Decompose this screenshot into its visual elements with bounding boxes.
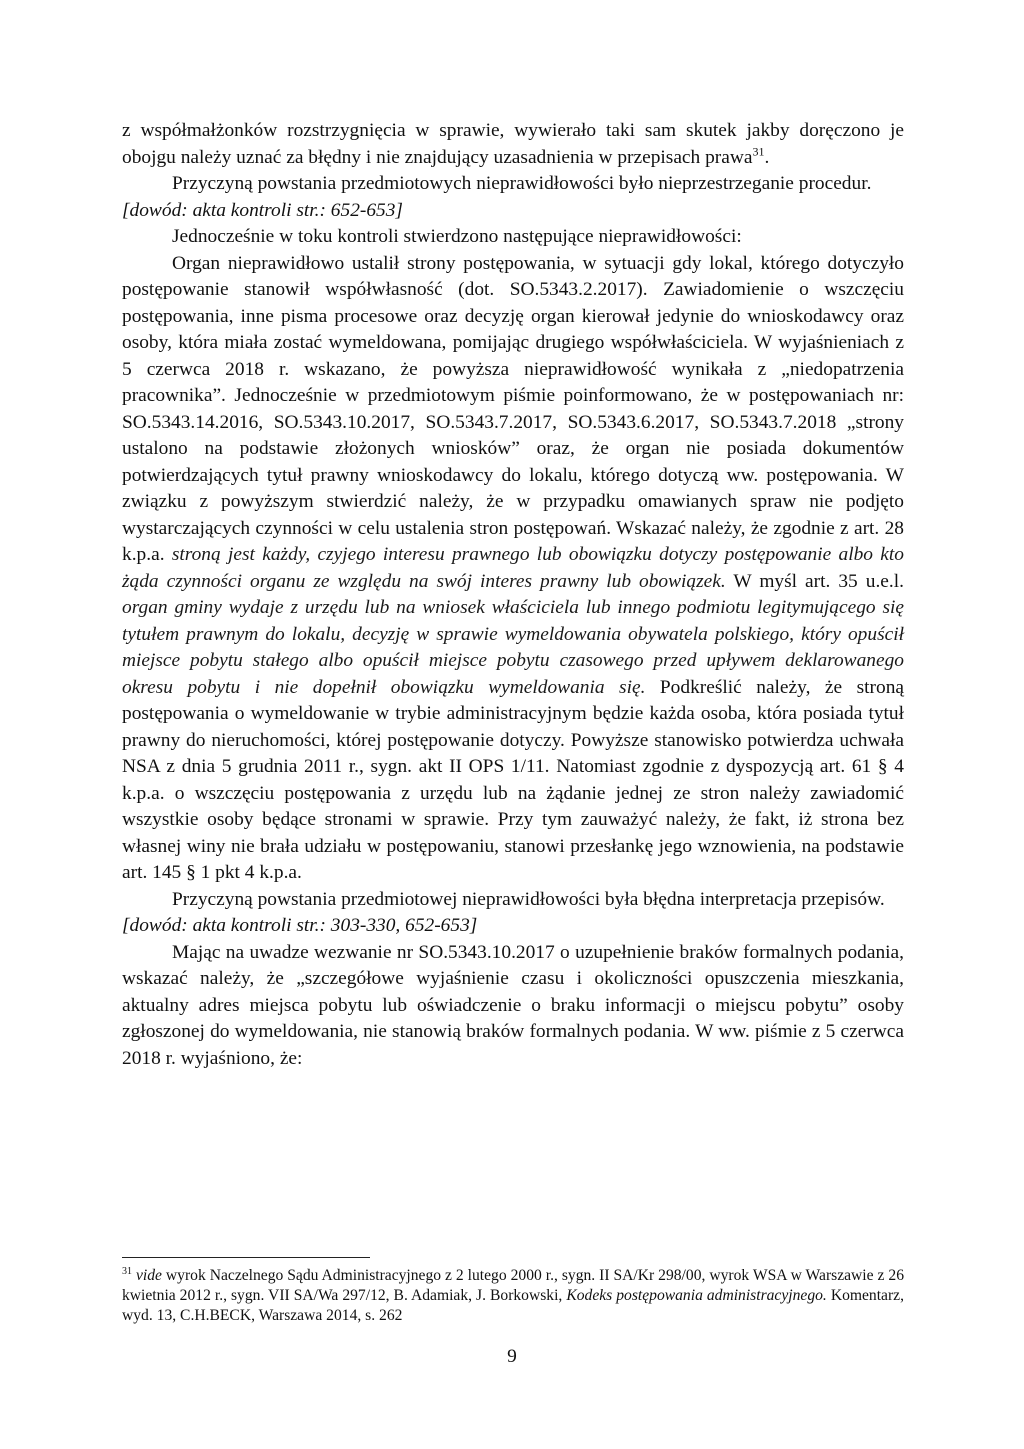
paragraph-findings-intro: Jednocześnie w toku kontroli stwierdzono następujące nieprawidłowości: bbox=[172, 226, 742, 247]
footnote-separator bbox=[122, 1257, 370, 1258]
quote-art-35: organ gminy wydaje z urzędu lub na wniosek właściciela lub innego podmiotu legitymującego się tytułem prawnym do lokalu, decyzję w sprawie wymeldowania obywatela polskiego, który opuścił miejsce pobytu stałego albo opuścił miejsce pobytu czasowego przed upływem deklarowanego okresu pobytu i nie dopełnił obowiązku wymeldowania się. bbox=[122, 597, 904, 698]
footnote-number: 31 bbox=[122, 1265, 132, 1277]
book-title: Kodeks postępowania administracyjnego. bbox=[566, 1286, 827, 1304]
footnote: $^{31}$ vide wyrok Naczelnego Sądu Administracyjnego z 2 lutego 2000 r., sygn. II SA/Kr 298/00, wyrok WSA w Warszawie z 26 kwietnia 2012 r., sygn. VII SA/Wa 297/12, B. Adamiak, J. Borkowski, Kodeks postępowania administracyjnego. Komentarz, wyd. 13, C.H.BECK, Warszawa 2014, s. 262 bbox=[122, 1265, 904, 1324]
footnote-reference[interactable]: 31 bbox=[752, 144, 765, 159]
page-body bbox=[122, 118, 904, 1072]
evidence-reference-2: [dowód: akta kontroli str.: 303-330, 652-653] bbox=[122, 915, 478, 936]
paragraph-1: z współmałżonków rozstrzygnięcia w sprawie, wywierało taki sam skutek jakby doręczono je obojgu należy uznać za błędny i nie znajdujący uzasadnienia w przepisach prawa$^{31}$. bbox=[122, 120, 904, 168]
page-number: 9 bbox=[507, 1346, 517, 1367]
quote-art-28: stroną jest każdy, czyjego interesu prawnego lub obowiązku dotyczy postępowanie albo kto żąda czynności organu ze względu na swój interes prawny lub obowiązek. bbox=[122, 544, 904, 592]
paragraph-findings-main: Organ nieprawidłowo ustalił strony postępowania, w sytuacji gdy lokal, którego dotyczyło postępowanie stanowił współwłasność (dot. SO.5343.2.2017). Zawiadomienie o wszczęciu postępowania, inne pisma procesowe oraz decyzję organ kierował jedynie do wnioskodawcy oraz osoby, która miała zostać wymeldowana, pomijając drugiego współwłaściciela. W wyjaśnieniach z 5 czerwca 2018 r. wskazano, że powyższa nieprawidłowość wynikała z „niedopatrzenia pracownika”. Jednocześnie w przedmiotowym piśmie poinformowano, że w postępowaniach nr: SO.5343.14.2016, SO.5343.10.2017, SO.5343.7.2017, SO.5343.6.2017, SO.5343.7.2018 „strony ustalono na podstawie złożonych wniosków” oraz, że organ nie posiada dokumentów potwierdzających tytuł prawny wnioskodawcy do lokalu, którego dotyczą ww. postępowania. W związku z powyższym stwierdzić należy, że w przypadku omawianych spraw nie podjęto wystarczających czynności w celu ustalenia stron postępowań. Wskazać należy, że zgodnie z art. 28 k.p.a. stroną jest każdy, czyjego interesu prawnego lub obowiązku dotyczy postępowanie albo kto żąda czynności organu ze względu na swój interes prawny lub obowiązek. W myśl art. 35 u.e.l. organ gminy wydaje z urzędu lub na wniosek właściciela lub innego podmiotu legitymującego się tytułem prawnym do lokalu, decyzję w sprawie wymeldowania obywatela polskiego, który opuścił miejsce pobytu stałego albo opuścił miejsce pobytu czasowego przed upływem deklarowanego okresu pobytu i nie dopełnił obowiązku wymeldowania się. Podkreślić należy, że stroną postępowania o wymeldowanie w trybie administracyjnym będzie każda osoba, która posiada tytuł prawny do nieruchomości, której postępowanie dotyczy. Powyższe stanowisko potwierdza uchwała NSA z dnia 5 grudnia 2011 r., sygn. akt II OPS 1/11. Natomiast zgodnie z dyspozycją art. 61 § 4 k.p.a. o wszczęciu postępowania z urzędu lub na żądanie jednej ze stron należy zawiadomić wszystkie osoby będące stronami w sprawie. Przy tym zauważyć należy, że fakt, iż strona bez własnej winy nie brała udziału w postępowaniu, stanowi przesłankę jego wznowienia, na podstawie art. 145 § 1 pkt 4 k.p.a. bbox=[122, 252, 904, 883]
paragraph-summons: Mając na uwadze wezwanie nr SO.5343.10.2017 o uzupełnienie braków formalnych podania, wskazać należy, że „szczegółowe wyjaśnienie czasu i okoliczności opuszczenia mieszkania, aktualny adres miejsca pobytu lub oświadczenie o braku informacji o miejscu pobytu” osoby zgłoszonej do wymeldowania, nie stanowią braków formalnych podania. W ww. piśmie z 5 czerwca 2018 r. wyjaśniono, że: bbox=[122, 941, 904, 1069]
paragraph-cause-1: Przyczyną powstania przedmiotowych nieprawidłowości było nieprzestrzeganie procedur. bbox=[172, 173, 872, 194]
evidence-reference-1: [dowód: akta kontroli str.: 652-653] bbox=[122, 199, 403, 221]
paragraph-cause-2: Przyczyną powstania przedmiotowej nieprawidłowości była błędna interpretacja przepisów. bbox=[172, 888, 885, 910]
